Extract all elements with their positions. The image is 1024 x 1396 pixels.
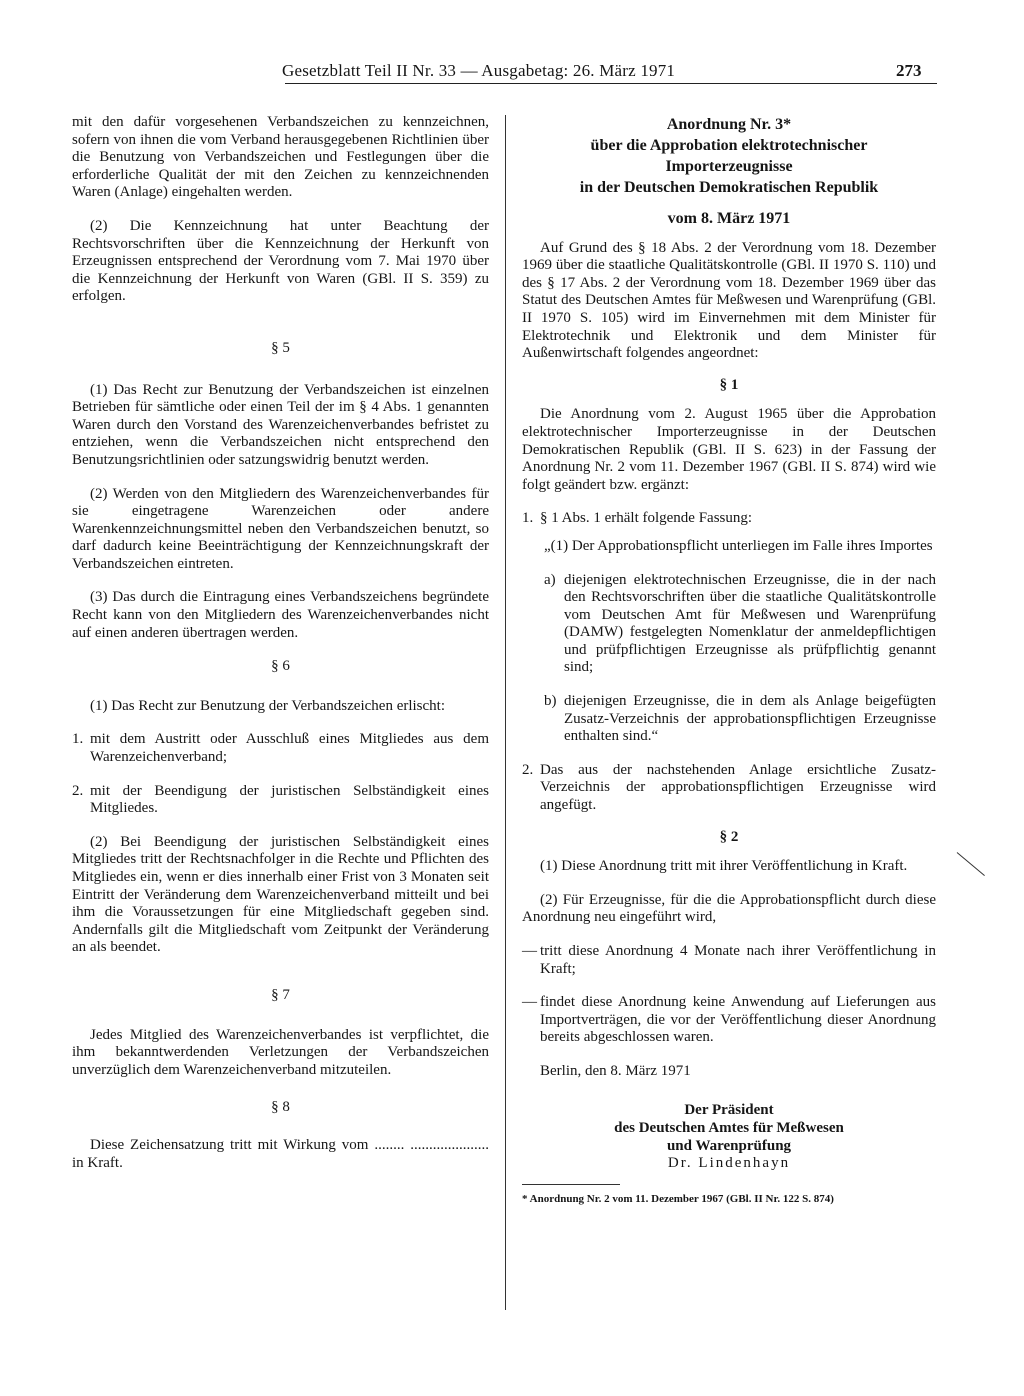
- margin-pencil-mark: [957, 852, 985, 876]
- sub-item-text: diejenigen Erzeugnisse, die in dem als Anlage beigefügten Zusatz-Verzeichnis der approbationspflichtigen Erzeugnisse enthalten sind.“: [564, 693, 936, 745]
- quoted-clause: „(1) Der Approbationspflicht unterliegen im Falle ihres Importes: [544, 537, 933, 554]
- ordinance-title-line: in der Deutschen Demokratischen Republik: [579, 179, 879, 196]
- sec8-paragraph-1: Diese Zeichensatzung tritt mit Wirkung vom ........ ..................... in Kraft.: [72, 1136, 489, 1171]
- preamble: Auf Grund des § 18 Abs. 2 der Verordnung vom 18. Dezember 1969 über die staatliche Qualitätskontrolle (GBl. II 1970 S. 110) und des § 17 Abs. 2 der Verordnung vom 18. Dezember 1969 über das Statut des Deutschen Amtes für Meßwesen und Warenprüfung (GBl. II 1970 S. 105) wird im Einvernehmen mit dem Minister für Elektrotechnik und Elektronik und dem Minister für Außenwirtschaft folgendes angeordnet:: [522, 239, 936, 362]
- left-column: [72, 114, 489, 1172]
- sec6-paragraph-1: (1) Das Recht zur Benutzung der Verbandszeichen erlischt:: [90, 697, 446, 714]
- ordinance-title-line: Importerzeugnisse: [665, 158, 793, 175]
- list-text: mit dem Austritt oder Ausschluß eines Mitgliedes aus dem Warenzeichenverband;: [90, 731, 489, 766]
- running-header: Gesetzblatt Teil II Nr. 33 — Ausgabetag: 26. März 1971: [282, 61, 676, 80]
- dash-text: tritt diese Anordnung 4 Monate nach ihrer Veröffentlichung in Kraft;: [540, 943, 936, 977]
- sec6-list-item: [72, 783, 489, 818]
- paragraph-2: (2) Die Kennzeichnung hat unter Beachtung der Rechtsvorschriften über die Kennzeichnung der Herkunft von Erzeugnissen entsprechend der Verordnung vom 7. Mai 1970 über die Kennzeichnung der Herkunft von Waren (GBl. II S. 359) zu erfolgen.: [72, 217, 489, 305]
- dash-item: [522, 943, 936, 978]
- list-text: § 1 Abs. 1 erhält folgende Fassung:: [540, 510, 753, 527]
- section-heading-8: § 8: [271, 1099, 290, 1116]
- signature-title-line: und Warenprüfung: [666, 1137, 792, 1154]
- list-number: 1.: [72, 731, 84, 748]
- sec5-paragraph-2: (2) Werden von den Mitgliedern des Warenzeichenverbandes für sie eingetragene Warenzeichen oder andere Warenkennzeichnungsmittel neben den Verbandszeichen benutzt, so darf dadurch keine Beeinträchtigung der Kennzeichnungskraft der Verbandszeichen eintreten.: [72, 485, 489, 572]
- sec1-paragraph: Die Anordnung vom 2. August 1965 über die Approbation elektrotechnischer Importerzeugnisse in der Deutschen Demokratischen Republik (GBl. II S. 623) in der Fassung der Anordnung Nr. 2 vom 11. Dezember 1967 (GBl. II S. 874) wird wie folgt geändert bzw. ergänzt:: [522, 406, 936, 493]
- sub-item-label: a): [544, 571, 556, 588]
- ordinance-date: vom 8. März 1971: [667, 210, 791, 227]
- section-heading-7: § 7: [271, 986, 290, 1003]
- ordinance-title-line: Anordnung Nr. 3*: [666, 116, 792, 133]
- list-number: 2.: [522, 761, 534, 778]
- sec5-paragraph-1: (1) Das Recht zur Benutzung der Verbandszeichen ist einzelnen Betrieben für sämtliche oder einen Teil der im § 4 Abs. 1 genannten Waren durch den Vorstand des Warenzeichenverbandes befristet zu entziehen, wenn die Verbandszeichen nicht entsprechend den Benutzungsrichtlinien oder satzungswidrig benutzt werden.: [72, 381, 489, 468]
- page-number: 273: [896, 61, 922, 80]
- sub-item-label: b): [544, 693, 557, 710]
- sec6-paragraph-2: (2) Bei Beendigung der juristischen Selbständigkeit eines Mitgliedes tritt der Rechtsnachfolger in die Rechte und Pflichten des Mitgliedes ein, wenn er dies innerhalb einer Frist von 3 Monaten seit Eintritt der Veränderung dem Warenzeichenverband mitteilt und bei ihm die Voraussetzungen für eine Mitgliedschaft gegeben sind. Andernfalls gilt die Mitgliedschaft vom Zeitpunkt der Veränderung an als beendet.: [72, 833, 489, 956]
- sub-item-a: [544, 572, 936, 678]
- section-heading-5: § 5: [271, 339, 290, 356]
- footnote: * Anordnung Nr. 2 vom 11. Dezember 1967 (GBl. II Nr. 122 S. 874): [522, 1193, 834, 1206]
- sec2-paragraph-1: (1) Diese Anordnung tritt mit ihrer Veröffentlichung in Kraft.: [540, 858, 908, 875]
- sec6-list-item: [72, 731, 489, 766]
- sub-item-text: diejenigen elektrotechnischen Erzeugnisse, die in der nach den Rechtsvorschriften über die staatliche Qualitätskontrolle vom Deutschen Amt für Meßwesen und Warenprüfung (DAMW) festgelegten Nomenklatur der anmeldepflichtigen und prüfpflichtigen Erzeugnisse als prüfpflichtig genannt sind;: [564, 571, 936, 676]
- column-divider: [505, 115, 506, 1310]
- right-column: [522, 114, 936, 1206]
- signature-block: [522, 1101, 936, 1155]
- list-number: 1.: [522, 510, 534, 527]
- header-rule: [285, 83, 937, 84]
- continued-paragraph: mit den dafür vorgesehenen Verbandszeichen zu kennzeichnen, sofern von ihnen die vom Verband herausgegebenen Richtlinien über die Benutzung von Verbandszeichen und Festlegungen über die erforderliche Qualität der mit den Zeichen zu kennzeichnenden Waren (Anlage) eingehalten werden.: [72, 114, 489, 201]
- list-number: 2.: [72, 782, 84, 799]
- ordinance-title-line: über die Approbation elektrotechnischer: [590, 137, 868, 154]
- list-text: mit der Beendigung der juristischen Selbständigkeit eines Mitgliedes.: [90, 782, 489, 817]
- dash-marker: —: [522, 943, 537, 959]
- amendment-item: [522, 510, 936, 528]
- sec5-paragraph-3: (3) Das durch die Eintragung eines Verbandszeichens begründete Recht kann von den Mitgliedern des Warenzeichenverbandes nicht auf einen anderen übertragen werden.: [72, 589, 489, 641]
- footnote-rule: [522, 1184, 620, 1185]
- dash-marker: —: [522, 994, 537, 1011]
- list-text: Das aus der nachstehenden Anlage ersichtliche Zusatz-Verzeichnis der approbationspflichtigen Erzeugnisse wird angefügt.: [540, 761, 936, 814]
- section-heading-2: § 2: [719, 828, 739, 845]
- signature-title-line: des Deutschen Amtes für Meßwesen: [614, 1119, 844, 1136]
- amendment-item: [522, 762, 936, 815]
- dash-item: [522, 994, 936, 1047]
- section-heading-1: § 1: [719, 376, 739, 393]
- signatory-name: Dr. Lindenhayn: [667, 1154, 791, 1171]
- section-heading-6: § 6: [271, 658, 290, 675]
- sec7-paragraph-1: Jedes Mitglied des Warenzeichenverbandes ist verpflichtet, die ihm bekanntwerdenden Verletzungen der Verbandszeichen unverzüglich dem Warenzeichenverband mitzuteilen.: [72, 1026, 489, 1078]
- sub-item-b: [544, 693, 936, 746]
- signature-title-line: Der Präsident: [684, 1101, 774, 1118]
- dash-text: findet diese Anordnung keine Anwendung auf Lieferungen aus Importverträgen, die vor der Veröffentlichung dieser Anordnung bereits abgeschlossen waren.: [540, 994, 936, 1046]
- sec2-paragraph-2: (2) Für Erzeugnisse, für die die Approbationspflicht durch diese Anordnung neu eingeführt wird,: [522, 891, 936, 926]
- place-and-date: Berlin, den 8. März 1971: [540, 1062, 691, 1079]
